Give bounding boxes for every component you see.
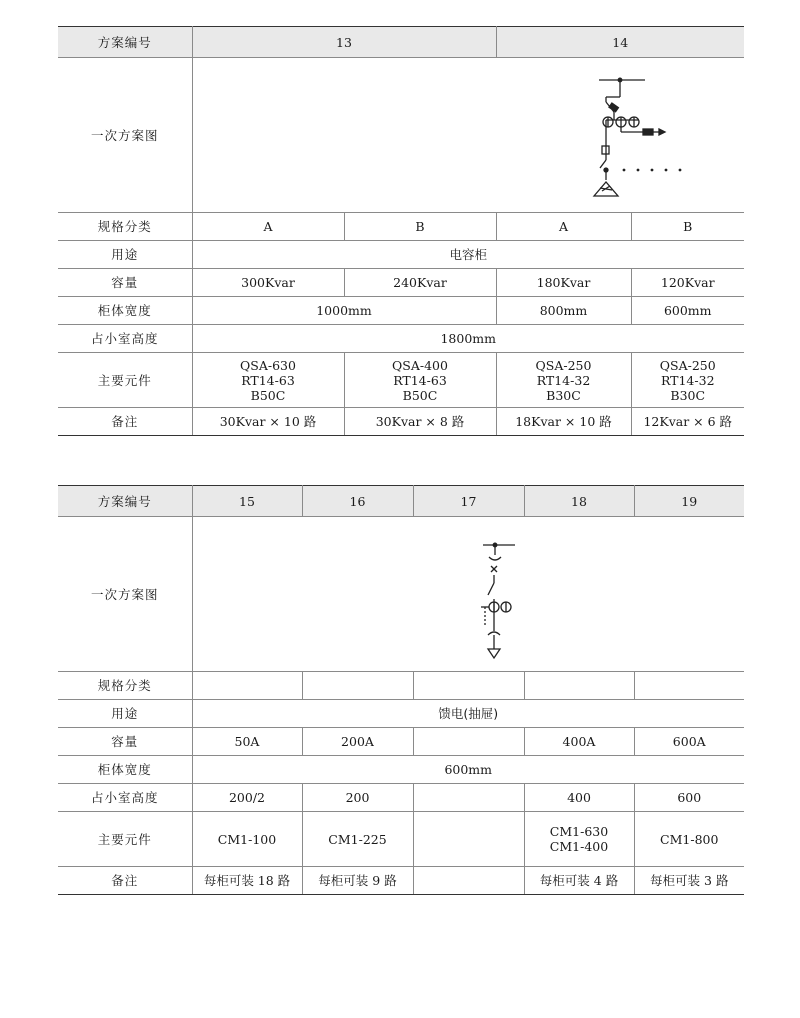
notes-row <box>58 408 744 436</box>
width-label: 柜体宽度 <box>58 756 192 784</box>
scheme-number: 17 <box>413 486 524 517</box>
spec-class-value <box>413 672 524 700</box>
component-breaker: CM1-400 <box>549 839 609 854</box>
spec-class-label: 规格分类 <box>58 672 192 700</box>
capacity-value: 180Kvar <box>496 269 631 297</box>
components-label: 主要元件 <box>58 353 192 408</box>
spec-class-row <box>58 672 744 700</box>
capacity-label: 容量 <box>58 269 192 297</box>
spec-class-value <box>524 672 634 700</box>
dotted-continuation <box>622 169 681 172</box>
capacity-value: 50A <box>192 728 302 756</box>
component-fuse: RT14-32 <box>660 372 715 388</box>
notes-value: 18Kvar × 10 路 <box>496 408 631 436</box>
capacity-value: 400A <box>524 728 634 756</box>
scheme-table-13-14 <box>58 26 744 436</box>
reactor-icon <box>643 129 653 135</box>
room-height-label: 占小室高度 <box>58 784 192 812</box>
notes-value: 每柜可装 4 路 <box>524 867 634 895</box>
room-height-value: 600 <box>634 784 744 812</box>
notes-value <box>413 867 524 895</box>
capacitor-circuit-diagram <box>193 60 800 210</box>
component-switch: QSA-250 <box>659 357 716 373</box>
component-fuse: RT14-32 <box>536 372 591 388</box>
room-height-label: 占小室高度 <box>58 325 192 353</box>
notes-label: 备注 <box>58 408 192 436</box>
capacity-value: 200A <box>302 728 413 756</box>
notes-value: 30Kvar × 10 路 <box>192 408 344 436</box>
component-switch: QSA-400 <box>392 357 448 373</box>
header-label: 方案编号 <box>58 486 192 517</box>
capacity-value: 120Kvar <box>631 269 744 297</box>
components-value: CM1-225 <box>302 812 413 867</box>
component-switch: QSA-250 <box>535 357 592 373</box>
room-height-row <box>58 325 744 353</box>
plug-in-contact-icon <box>489 557 501 560</box>
scheme-13-number: 13 <box>192 27 496 58</box>
scheme-table-15-19 <box>58 485 744 895</box>
width-value: 800mm <box>496 297 631 325</box>
component-fuse: RT14-63 <box>393 372 447 388</box>
room-height-value: 200 <box>302 784 413 812</box>
width-row <box>58 756 744 784</box>
spec-class-label: 规格分类 <box>58 213 192 241</box>
components-label: 主要元件 <box>58 812 192 867</box>
scheme-number: 19 <box>634 486 744 517</box>
diagram-row <box>58 58 744 213</box>
width-value: 1000mm <box>192 297 496 325</box>
components-cell <box>344 353 496 408</box>
width-label: 柜体宽度 <box>58 297 192 325</box>
components-cell <box>631 353 744 408</box>
component-capacitor: B30C <box>546 387 581 403</box>
header-row <box>58 27 744 58</box>
ground-triangle-icon <box>488 649 500 658</box>
capacity-value <box>413 728 524 756</box>
usage-value: 馈电(抽屉) <box>192 700 744 728</box>
notes-value: 30Kvar × 8 路 <box>344 408 496 436</box>
component-breaker: CM1-630 <box>549 824 609 839</box>
room-height-value: 200/2 <box>192 784 302 812</box>
spec-class-value <box>192 672 302 700</box>
spec-class-value: A <box>192 213 344 241</box>
diagram-label: 一次方案图 <box>58 58 192 213</box>
plug-in-contact-icon <box>488 632 500 635</box>
components-row <box>58 812 744 867</box>
component-capacitor: B30C <box>670 387 706 403</box>
scheme-number: 16 <box>302 486 413 517</box>
components-value <box>413 812 524 867</box>
component-switch: QSA-630 <box>240 357 296 373</box>
width-value: 600mm <box>192 756 744 784</box>
room-height-value <box>413 784 524 812</box>
spec-class-value: B <box>344 213 496 241</box>
components-value: CM1-800 <box>634 812 744 867</box>
spec-class-row <box>58 213 744 241</box>
scheme-number: 15 <box>192 486 302 517</box>
fuse-icon <box>609 103 618 112</box>
room-height-value: 400 <box>524 784 634 812</box>
usage-label: 用途 <box>58 241 192 269</box>
spec-class-value: B <box>631 213 744 241</box>
components-value: CM1-100 <box>192 812 302 867</box>
notes-row <box>58 867 744 895</box>
notes-value: 每柜可装 18 路 <box>192 867 302 895</box>
spec-class-value: A <box>496 213 631 241</box>
width-value: 600mm <box>631 297 744 325</box>
diagram-label: 一次方案图 <box>58 517 192 672</box>
notes-label: 备注 <box>58 867 192 895</box>
room-height-row <box>58 784 744 812</box>
components-cell <box>192 353 344 408</box>
header-label: 方案编号 <box>58 27 192 58</box>
scheme-number: 18 <box>524 486 634 517</box>
diagram-cell <box>192 517 744 672</box>
diagram-cell <box>192 58 744 213</box>
components-cell <box>524 812 634 867</box>
capacity-value: 300Kvar <box>192 269 344 297</box>
capacity-value: 600A <box>634 728 744 756</box>
capacity-label: 容量 <box>58 728 192 756</box>
component-fuse: RT14-63 <box>241 372 295 388</box>
usage-row <box>58 241 744 269</box>
room-height-value: 1800mm <box>192 325 744 353</box>
arrow-right-icon <box>659 129 665 135</box>
spec-class-value <box>302 672 413 700</box>
feeder-circuit-diagram <box>193 519 745 669</box>
switch-blade <box>488 583 494 595</box>
spec-class-value <box>634 672 744 700</box>
usage-label: 用途 <box>58 700 192 728</box>
capacity-value: 240Kvar <box>344 269 496 297</box>
notes-value: 每柜可装 9 路 <box>302 867 413 895</box>
contact-dot <box>604 168 608 172</box>
component-capacitor: B50C <box>250 387 286 403</box>
components-cell <box>496 353 631 408</box>
width-row <box>58 297 744 325</box>
notes-value: 每柜可装 3 路 <box>634 867 744 895</box>
notes-value: 12Kvar × 6 路 <box>631 408 744 436</box>
usage-row <box>58 700 744 728</box>
component-capacitor: B50C <box>402 387 438 403</box>
components-row <box>58 353 744 408</box>
diagram-row <box>58 517 744 672</box>
scheme-14-number: 14 <box>496 27 744 58</box>
header-row <box>58 486 744 517</box>
capacity-row <box>58 728 744 756</box>
usage-value: 电容柜 <box>192 241 744 269</box>
capacity-row <box>58 269 744 297</box>
